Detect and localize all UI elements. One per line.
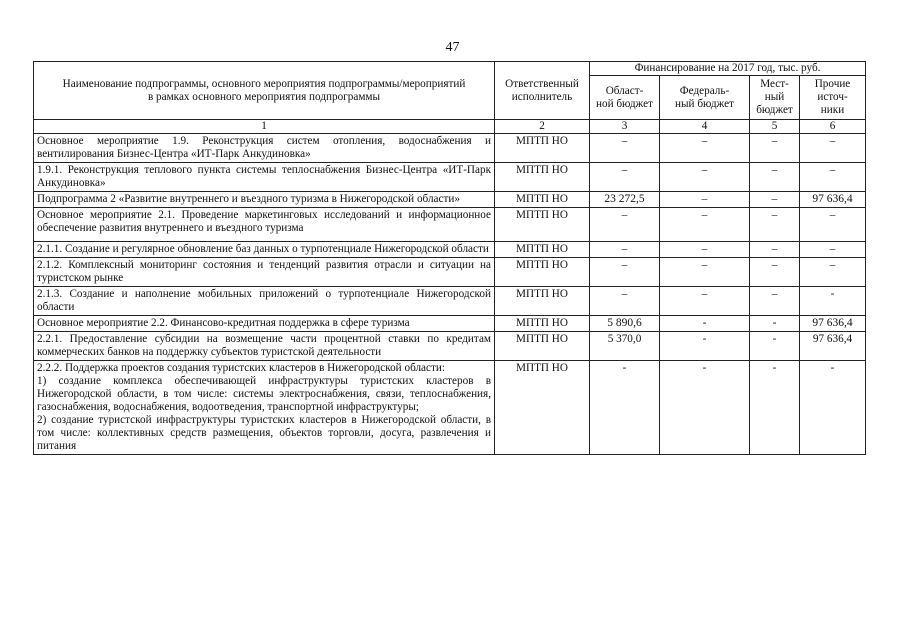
- header-row-1: [34, 62, 866, 76]
- row-regional: –: [590, 242, 660, 258]
- row-local: -: [750, 361, 800, 455]
- row-responsible: МПТП НО: [495, 316, 590, 332]
- row-other: -: [800, 287, 866, 316]
- row-name: 2.1.2. Комплексный мониторинг состояния и тенденций развития отрасли и ситуации на туристском рынке: [34, 258, 495, 287]
- row-federal: –: [660, 192, 750, 208]
- row-regional: –: [590, 258, 660, 287]
- row-name: 2.1.1. Создание и регулярное обновление баз данных о турпотенциале Нижегородской области: [34, 242, 495, 258]
- table-row: [34, 258, 866, 287]
- row-local: –: [750, 287, 800, 316]
- row-other: 97 636,4: [800, 332, 866, 361]
- header-financing: Финансирование на 2017 год, тыс. руб.: [590, 62, 866, 76]
- row-responsible: МПТП НО: [495, 258, 590, 287]
- row-regional: –: [590, 134, 660, 163]
- row-name: 2.1.3. Создание и наполнение мобильных приложений о турпотенциале Нижегородской области: [34, 287, 495, 316]
- header-numbers-row: [34, 120, 866, 134]
- row-local: -: [750, 316, 800, 332]
- table-row: [34, 361, 866, 455]
- financing-table: [33, 61, 866, 455]
- row-regional: 5 370,0: [590, 332, 660, 361]
- col-number: 3: [590, 120, 660, 134]
- header-other: Прочие источ- ники: [800, 76, 866, 120]
- row-regional: –: [590, 287, 660, 316]
- row-federal: -: [660, 316, 750, 332]
- row-federal: –: [660, 163, 750, 192]
- row-responsible: МПТП НО: [495, 192, 590, 208]
- row-local: –: [750, 134, 800, 163]
- row-name: Основное мероприятие 2.1. Проведение маркетинговых исследований и информационное обеспечение развития внутреннего и въездного туризма: [34, 208, 495, 242]
- row-federal: –: [660, 242, 750, 258]
- row-name: 1.9.1. Реконструкция теплового пункта системы теплоснабжения Бизнес-Центра «ИТ-Парк Анкудиновка»: [34, 163, 495, 192]
- row-other: 97 636,4: [800, 316, 866, 332]
- row-other: 97 636,4: [800, 192, 866, 208]
- row-local: –: [750, 192, 800, 208]
- table-row: [34, 163, 866, 192]
- row-subitem: 1) создание комплекса обеспечивающей инфраструктуры туристских кластеров в Нижегородской области, в том числе: системы электроснабжения, связи, теплоснабжения, газоснабжения, водоснабжения, водоотведения, транспортной инфраструктуры;: [37, 375, 491, 413]
- row-name: 2.2.1. Предоставление субсидии на возмещение части процентной ставки по кредитам коммерческих банков на поддержку субъектов туристской деятельности: [34, 332, 495, 361]
- row-responsible: МПТП НО: [495, 332, 590, 361]
- row-responsible: МПТП НО: [495, 134, 590, 163]
- row-federal: –: [660, 287, 750, 316]
- row-local: –: [750, 258, 800, 287]
- table-row: [34, 134, 866, 163]
- row-name: 2.2.2. Поддержка проектов создания туристских кластеров в Нижегородской области:: [37, 362, 445, 374]
- row-responsible: МПТП НО: [495, 242, 590, 258]
- row-federal: -: [660, 361, 750, 455]
- row-regional: –: [590, 163, 660, 192]
- row-other: -: [800, 361, 866, 455]
- col-number: 4: [660, 120, 750, 134]
- row-federal: –: [660, 134, 750, 163]
- row-federal: –: [660, 208, 750, 242]
- row-local: –: [750, 163, 800, 192]
- row-responsible: МПТП НО: [495, 208, 590, 242]
- table-row: [34, 332, 866, 361]
- page-number: 47: [445, 40, 460, 55]
- row-other: –: [800, 242, 866, 258]
- table-row: [34, 242, 866, 258]
- table-row: [34, 192, 866, 208]
- col-number: 1: [34, 120, 495, 134]
- row-other: –: [800, 134, 866, 163]
- header-regional: Област- ной бюджет: [590, 76, 660, 120]
- col-number: 2: [495, 120, 590, 134]
- header-name: Наименование подпрограммы, основного мероприятия подпрограммы/мероприятий в рамках основного мероприятия подпрограммы: [34, 62, 495, 120]
- row-regional: 23 272,5: [590, 192, 660, 208]
- row-other: –: [800, 163, 866, 192]
- row-subitem: 2) создание туристской инфраструктуры туристских кластеров в Нижегородской области, в том числе: коллективных средств размещения, объектов торговли, досуга, развлечения и питания: [37, 414, 491, 452]
- row-local: -: [750, 332, 800, 361]
- row-other: –: [800, 208, 866, 242]
- row-federal: -: [660, 332, 750, 361]
- row-other: –: [800, 258, 866, 287]
- row-name: Основное мероприятие 2.2. Финансово-кредитная поддержка в сфере туризма: [34, 316, 495, 332]
- table-row: [34, 287, 866, 316]
- row-name: Подпрограмма 2 «Развитие внутреннего и въездного туризма в Нижегородской области»: [34, 192, 495, 208]
- header-responsible: Ответственный исполнитель: [495, 62, 590, 120]
- header-local: Мест- ный бюджет: [750, 76, 800, 120]
- row-responsible: МПТП НО: [495, 287, 590, 316]
- row-name: Основное мероприятие 1.9. Реконструкция систем отопления, водоснабжения и вентилирования Бизнес-Центра «ИТ-Парк Анкудиновка»: [34, 134, 495, 163]
- table-row: [34, 208, 866, 242]
- col-number: 6: [800, 120, 866, 134]
- header-federal: Федераль- ный бюджет: [660, 76, 750, 120]
- row-local: –: [750, 208, 800, 242]
- row-regional: -: [590, 361, 660, 455]
- row-regional: 5 890,6: [590, 316, 660, 332]
- row-federal: –: [660, 258, 750, 287]
- row-name-cell: [34, 361, 495, 455]
- table-row: [34, 316, 866, 332]
- row-regional: –: [590, 208, 660, 242]
- row-responsible: МПТП НО: [495, 361, 590, 455]
- row-local: –: [750, 242, 800, 258]
- col-number: 5: [750, 120, 800, 134]
- row-responsible: МПТП НО: [495, 163, 590, 192]
